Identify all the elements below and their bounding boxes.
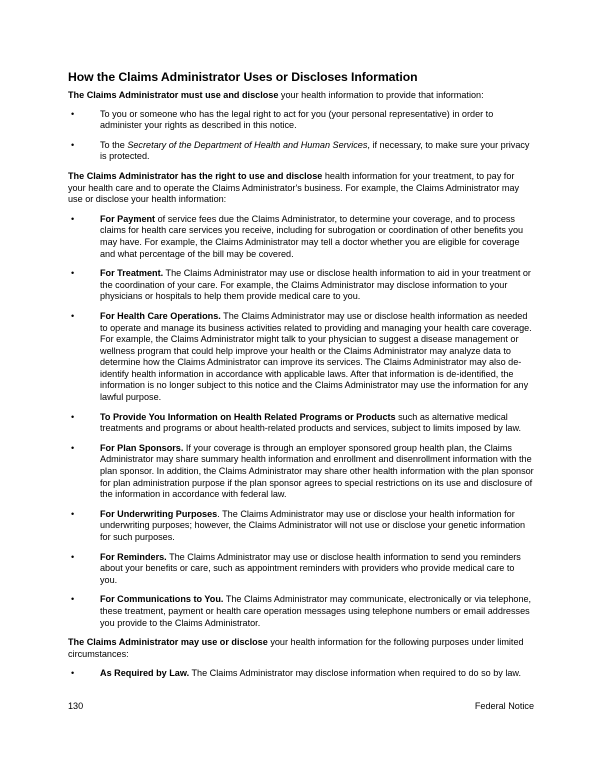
list-item-body: The Claims Administrator may use or disclose health information to aid in your treatment or the coordination of your care. For example, the Claims Administrator may disclose information to your physicians or hospitals to help them provide medical care to you. [100, 268, 531, 302]
list-item-text: To you or someone who has the legal right to act for you (your personal representative) in order to administer your rights as described in this notice. [100, 108, 494, 131]
list-item-lead: As Required by Law. [100, 668, 190, 679]
bullet-icon: • [71, 139, 75, 150]
footer-page-number: 130 [68, 701, 84, 712]
bullet-icon: • [71, 108, 75, 119]
bullet-icon: • [71, 442, 75, 453]
bullet-icon: • [71, 268, 75, 279]
footer-section-label: Federal Notice [474, 701, 534, 712]
limited-circumstances-paragraph [68, 637, 534, 660]
list-item [68, 140, 534, 163]
list-item-body: The Claims Administrator may use or disclose health information as needed to operate and manage its business activities related to providing and managing your health care coverage. For example, the Claims Administrator might talk to your physician to suggest a disease management or wellness program that could help improve your health or the Claims Administrator may analyze data to determine how the Claims Administrator can improve its services. The Claims Administrator may also de-identify health information in accordance with applicable laws. After that information is de-identified, the information is no longer subject to this notice and the Claims Administrator may use the information for any lawful purpose. [100, 310, 532, 403]
intro-paragraph [68, 90, 534, 102]
bullet-icon: • [71, 213, 75, 224]
list-item [68, 668, 534, 680]
right-to-use-paragraph [68, 171, 534, 206]
limited-circumstances-bullet-list [68, 668, 534, 680]
list-item-body: If your coverage is through an employer sponsored group health plan, the Claims Administrator may share summary health information and enrollment and disenrollment information with the plan sponsor. In addition, the Claims Administrator may share other health information with the plan sponsor for plan administration purpose if the plan sponsor agrees to special restrictions on its use and disclosure of the information in accordance with federal law. [100, 442, 534, 500]
list-item [68, 311, 534, 404]
list-item-text-italic: Secretary of the Department of Health and Human Services [127, 139, 368, 150]
bullet-icon: • [71, 594, 75, 605]
limited-circumstances-paragraph-rest: your health information for the following purposes under limited circumstances: [68, 637, 524, 659]
bullet-icon: • [71, 508, 75, 519]
list-item-lead: For Health Care Operations. [100, 310, 221, 321]
page-title: How the Claims Administrator Uses or Discloses Information [68, 70, 418, 84]
list-item [68, 214, 534, 260]
list-item-body: of service fees due the Claims Administrator, to determine your coverage, and to process claims for health care services you receive, including for subrogation or coordination of other benefits you may have. For example, the Claims Administrator may tell a doctor whether you are eligible for coverage and what percentage of the bill may be covered. [100, 213, 524, 259]
list-item-lead: To Provide You Information on Health Related Programs or Products [100, 411, 396, 422]
intro-paragraph-bold: The Claims Administrator must use and disclose [68, 90, 279, 100]
bullet-icon: • [71, 551, 75, 562]
bullet-icon: • [71, 310, 75, 321]
list-item-body: The Claims Administrator may use or disclose health information to send you reminders about your benefits or care, such as appointment reminders with providers who provide medical care to you. [100, 551, 521, 585]
list-item-text-pre: To the [100, 139, 128, 150]
list-item-body: . The Claims Administrator may use or disclose your health information for underwriting purposes; however, the Claims Administrator will not use or disclose your genetic information for such purposes. [100, 508, 526, 542]
right-to-use-bullet-list [68, 214, 534, 629]
list-item-body: The Claims Administrator may communicate, electronically or via telephone, these treatment, payment or health care operation messages using telephone numbers or email addresses you provide to the Claims Administrator. [100, 594, 532, 628]
list-item-body: such as alternative medical treatments and programs or about health-related products and services, subject to limits imposed by law. [100, 411, 522, 434]
list-item-text-post: , if necessary, to make sure your privacy is protected. [100, 139, 530, 162]
list-item [68, 552, 534, 587]
list-item-body: The Claims Administrator may disclose information when required to do so by law. [189, 668, 522, 679]
list-item [68, 594, 534, 629]
list-item [68, 443, 534, 501]
list-item-lead: For Treatment. [100, 268, 164, 279]
bullet-icon: • [71, 668, 75, 679]
limited-circumstances-paragraph-bold: The Claims Administrator may use or disclose [68, 637, 268, 648]
right-to-use-paragraph-rest: health information for your treatment, to pay for your health care and to operate the Claims Administrator's business. For example, the Claims Administrator may use or disclose your health information: [68, 170, 520, 205]
list-item-lead: For Payment [100, 213, 156, 224]
list-item-lead: For Communications to You. [100, 594, 224, 605]
intro-paragraph-rest: your health information to provide that information: [278, 90, 484, 100]
list-item-lead: For Underwriting Purposes [100, 508, 218, 519]
list-item-lead: For Plan Sponsors. [100, 442, 184, 453]
list-item [68, 268, 534, 303]
list-item [68, 509, 534, 544]
list-item [68, 109, 534, 132]
list-item [68, 412, 534, 435]
must-disclose-bullet-list [68, 109, 534, 163]
bullet-icon: • [71, 411, 75, 422]
list-item-lead: For Reminders. [100, 551, 167, 562]
page-footer [68, 701, 534, 713]
right-to-use-paragraph-bold: The Claims Administrator has the right to use and disclose [68, 170, 323, 181]
